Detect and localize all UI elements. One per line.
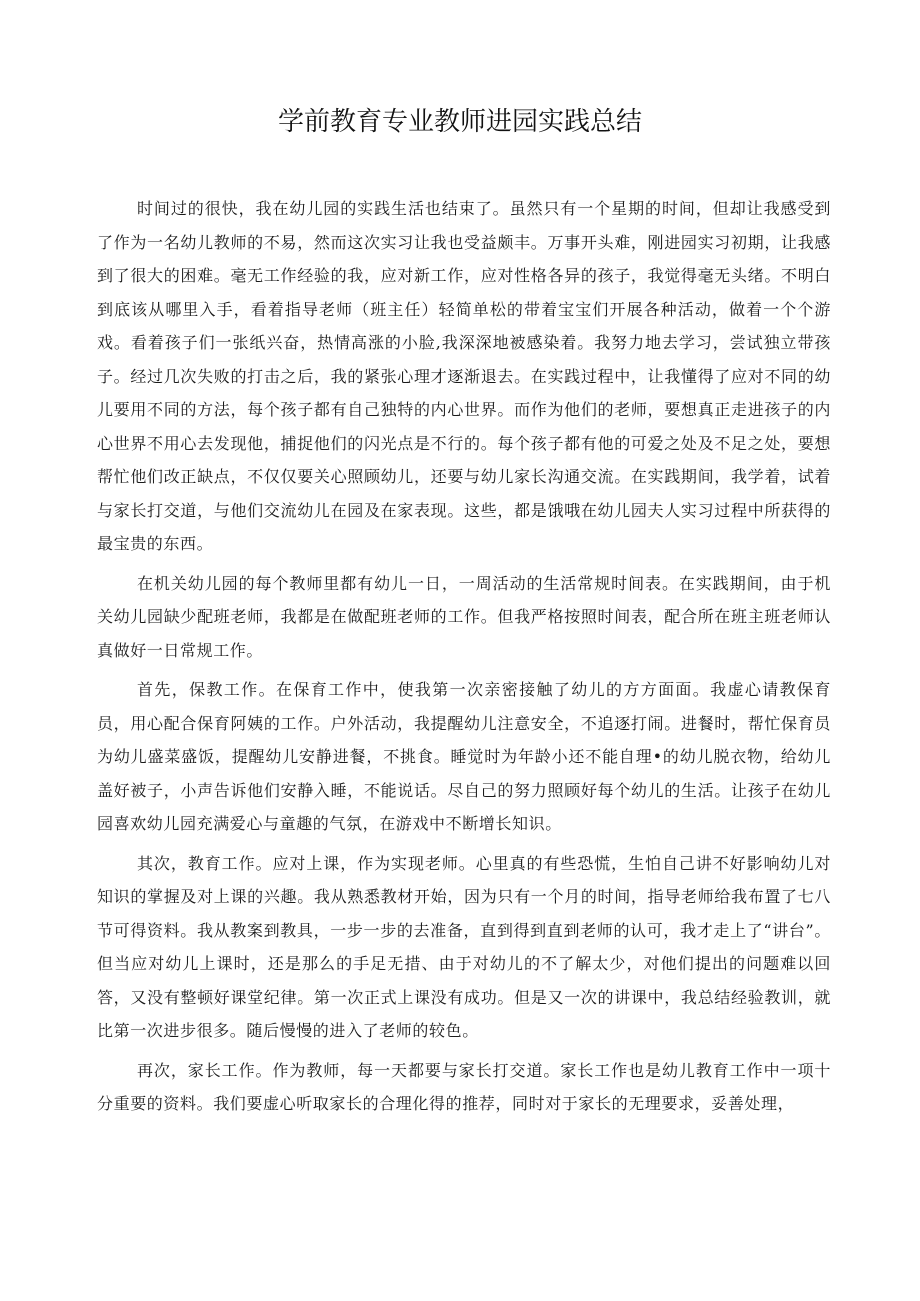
paragraph-1: 时间过的很快，我在幼儿园的实践生活也结束了。虽然只有一个星期的时间，但却让我感受到了作为一名幼儿教师的不易，然而这次实习让我也受益颇丰。万事开头难，刚进园实习初期，让我感到了很大的困难。毫无工作经验的我，应对新工作，应对性格各异的孩子，我觉得毫无头绪。不明白到底该从哪里入手，看着指导老师（班主任）轻简单松的带着宝宝们开展各种活动，做着一个个游戏。看着孩子们一张纸兴奋，热情高涨的小脸,我深深地被感染着。我努力地去学习，尝试独立带孩子。经过几次失败的打击之后，我的紧张心理才逐渐退去。在实践过程中，让我懂得了应对不同的幼儿要用不同的方法，每个孩子都有自己独特的内心世界。而作为他们的老师，要想真正走进孩子的内心世界不用心去发现他，捕捉他们的闪光点是不行的。每个孩子都有他的可爱之处及不足之处，要想帮忙他们改正缺点，不仅仅要关心照顾幼儿，还要与幼儿家长沟通交流。在实践期间，我学着，试着与家长打交道，与他们交流幼儿在园及在家表现。这些，都是饿哦在幼儿园夫人实习过程中所获得的最宝贵的东西。 <box>97 199 831 553</box>
document-title: 学前教育专业教师进园实践总结 <box>277 107 642 137</box>
paragraph-5: 再次，家长工作。作为教师，每一天都要与家长打交道。家长工作也是幼儿教育工作中一项十分重要的资料。我们要虚心听取家长的合理化得的推荐，同时对于家长的无理要求，妥善处理， <box>97 1060 831 1113</box>
paragraph-3: 首先，保教工作。在保育工作中，使我第一次亲密接触了幼儿的方方面面。我虚心请教保育员，用心配合保育阿姨的工作。户外活动，我提醒幼儿注意安全，不追逐打闹。进餐时，帮忙保育员为幼儿盛菜盛饭，提醒幼儿安静进餐，不挑食。睡觉时为年龄小还不能自理•的幼儿脱衣物，给幼儿盖好被子，小声告诉他们安静入睡，不能说话。尽自己的努力照顾好每个幼儿的生活。让孩子在幼儿园喜欢幼儿园充满爱心与童趣的气氛，在游戏中不断增长知识。 <box>97 680 831 833</box>
paragraph-4: 其次，教育工作。应对上课，作为实现老师。心里真的有些恐慌，生怕自己讲不好影响幼儿对知识的掌握及对上课的兴趣。我从熟悉教材开始，因为只有一个月的时间，指导老师给我布置了七八节可得资料。我从教案到教具，一步一步的去准备，直到得到直到老师的认可，我才走上了“讲台”。但当应对幼儿上课时，还是那么的手足无措、由于对幼儿的不了解太少，对他们提出的问题难以回答，又没有整顿好课堂纪律。第一次正式上课没有成功。但是又一次的讲课中，我总结经验教训，就比第一次进步很多。随后慢慢的进入了老师的较色。 <box>97 853 831 1040</box>
document-body <box>97 192 831 1127</box>
paragraph-2: 在机关幼儿园的每个教师里都有幼儿一日，一周活动的生活常规时间表。在实践期间，由于机关幼儿园缺少配班老师，我都是在做配班老师的工作。但我严格按照时间表，配合所在班主班老师认真做好一日常规工作。 <box>97 573 831 660</box>
